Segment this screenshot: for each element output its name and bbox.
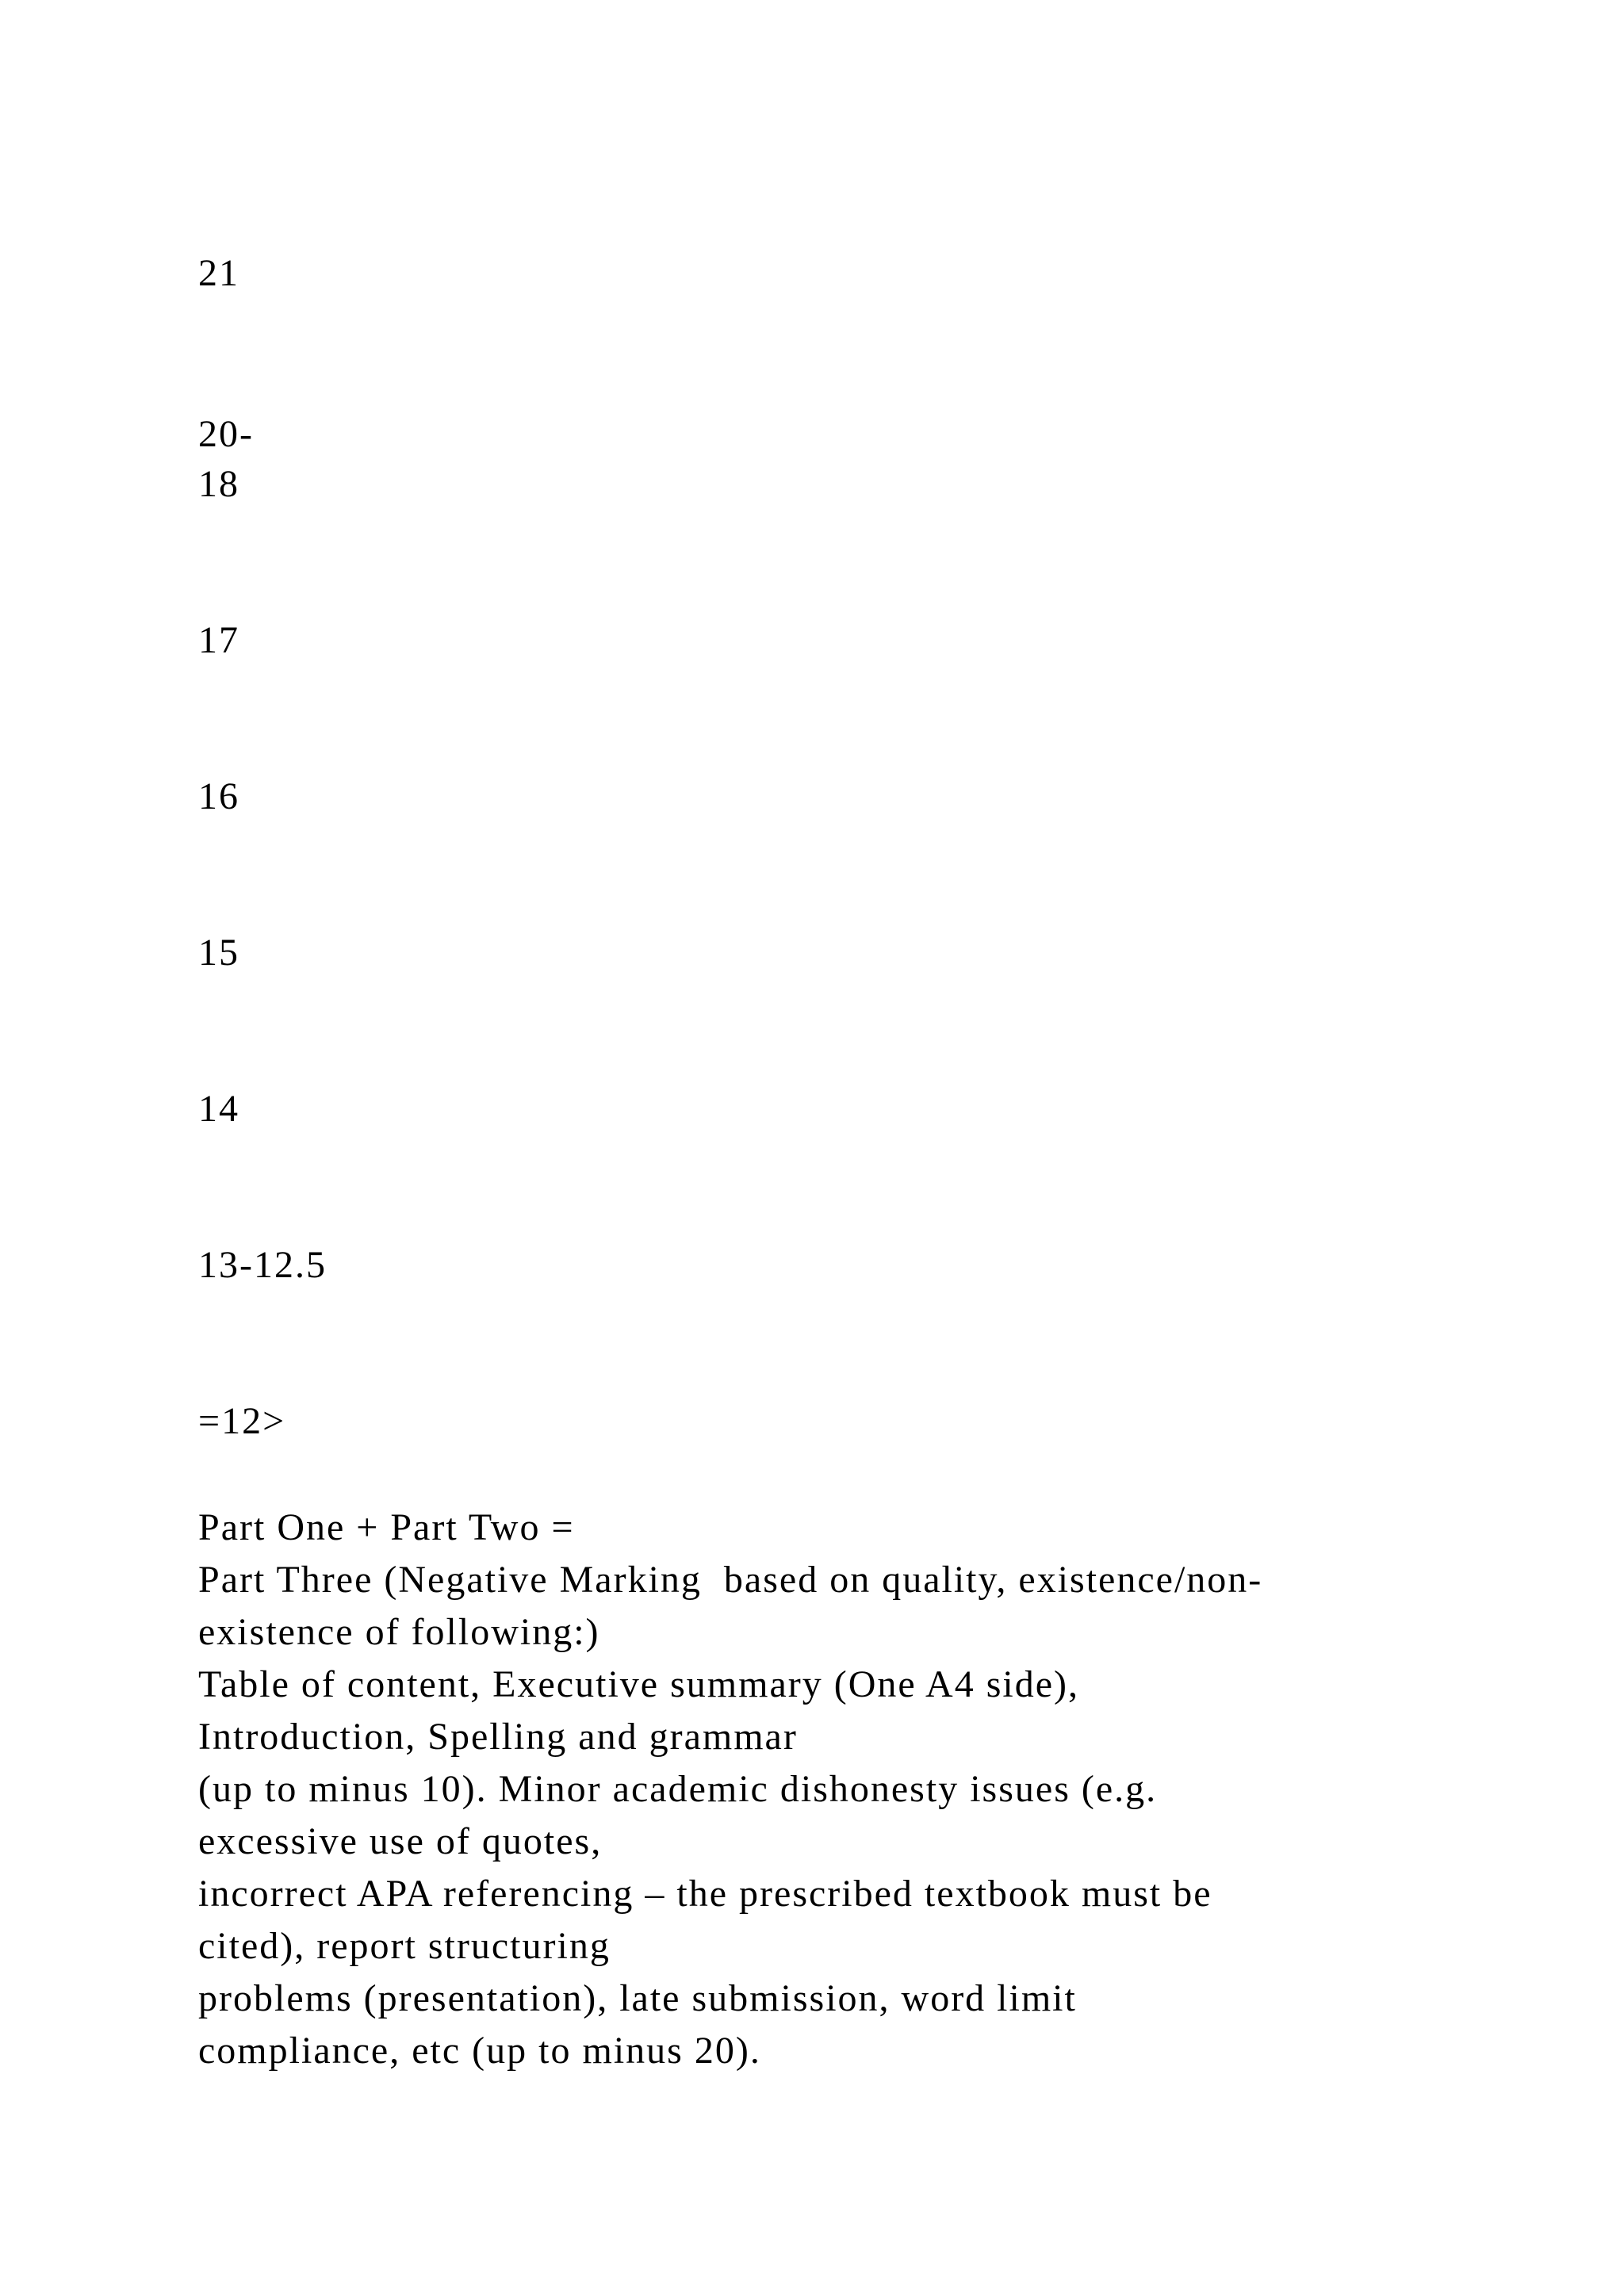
score-20: 20-: [198, 413, 254, 455]
paragraph-line-8: incorrect APA referencing – the prescribed textbook must be: [198, 1873, 1212, 1915]
paragraph-line-11: compliance, etc (up to minus 20).: [198, 2030, 761, 2072]
paragraph-line-9: cited), report structuring: [198, 1925, 611, 1967]
score-14: 14: [198, 1088, 239, 1130]
paragraph-line-1: Part One + Part Two =: [198, 1506, 575, 1548]
score-13-12-5: 13-12.5: [198, 1244, 327, 1286]
paragraph-line-10: problems (presentation), late submission, word limit: [198, 1977, 1077, 2019]
score-15: 15: [198, 932, 239, 974]
score-16: 16: [198, 775, 239, 817]
score-less-12: =12>: [198, 1400, 286, 1442]
paragraph-line-5: Introduction, Spelling and grammar: [198, 1716, 798, 1758]
score-18: 18: [198, 463, 239, 505]
paragraph-line-3: existence of following:): [198, 1611, 600, 1653]
score-21: 21: [198, 252, 239, 294]
paragraph-line-6: (up to minus 10). Minor academic dishonesty issues (e.g.: [198, 1768, 1158, 1810]
paragraph-line-4: Table of content, Executive summary (One A4 side),: [198, 1663, 1079, 1705]
paragraph-line-2: Part Three (Negative Marking based on quality, existence/non-: [198, 1559, 1263, 1601]
score-17: 17: [198, 619, 239, 661]
paragraph-line-7: excessive use of quotes,: [198, 1820, 603, 1862]
